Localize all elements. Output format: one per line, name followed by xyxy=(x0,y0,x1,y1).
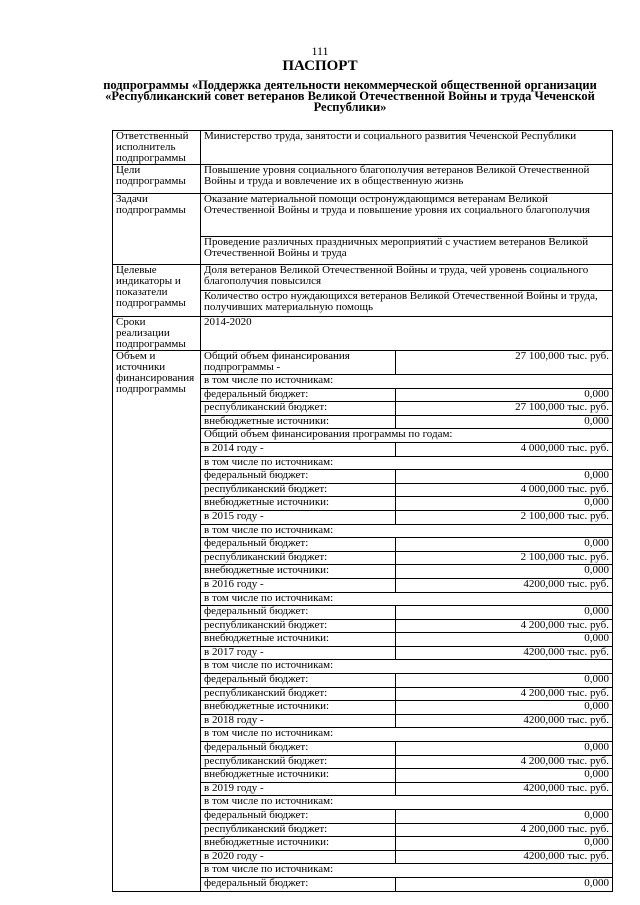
financing-value: 4200,000 тыс. руб. xyxy=(396,850,613,864)
financing-label: федеральный бюджет: xyxy=(201,742,396,756)
label-cell: Сроки реализации подпрограммы xyxy=(113,317,201,351)
row-indicators xyxy=(113,265,613,291)
row-financing-total xyxy=(113,351,613,375)
financing-label: федеральный бюджет: xyxy=(201,470,396,484)
financing-value: 0,000 xyxy=(396,701,613,715)
financing-value: 4 200,000 тыс. руб. xyxy=(396,687,613,701)
financing-label: республиканский бюджет: xyxy=(201,823,396,837)
financing-value: 2 100,000 тыс. руб. xyxy=(396,551,613,565)
financing-value: 0,000 xyxy=(396,837,613,851)
financing-value: 4 000,000 тыс. руб. xyxy=(396,442,613,456)
financing-label: республиканский бюджет: xyxy=(201,619,396,633)
label-cell: Объем и источники финансирования подпрограммы xyxy=(113,351,201,892)
financing-label: в 2014 году - xyxy=(201,442,396,456)
row-goals xyxy=(113,165,613,194)
financing-label: в 2016 году - xyxy=(201,578,396,592)
row-terms xyxy=(113,317,613,351)
financing-label: в 2018 году - xyxy=(201,714,396,728)
financing-label: внебюджетные источники: xyxy=(201,565,396,579)
financing-label: федеральный бюджет: xyxy=(201,810,396,824)
label-cell: Целевые индикаторы и показатели подпрограммы xyxy=(113,265,201,317)
financing-label: в том числе по источникам: xyxy=(201,864,613,878)
financing-value: 0,000 xyxy=(396,742,613,756)
value-cell: Повышение уровня социального благополучия ветеранов Великой Отечественной Войны и труда и вовлечение их в общественную жизнь xyxy=(201,165,613,194)
financing-value: 0,000 xyxy=(396,415,613,429)
financing-label: в том числе по источникам: xyxy=(201,456,613,470)
financing-value: 4200,000 тыс. руб. xyxy=(396,714,613,728)
row-tasks xyxy=(113,194,613,237)
financing-label: в том числе по источникам: xyxy=(201,375,613,389)
financing-label: внебюджетные источники: xyxy=(201,769,396,783)
financing-value: 4 000,000 тыс. руб. xyxy=(396,483,613,497)
financing-label: в 2020 году - xyxy=(201,850,396,864)
document-title: ПАСПОРТ xyxy=(282,58,358,74)
total-value: 27 100,000 тыс. руб. xyxy=(396,351,613,375)
financing-label: республиканский бюджет: xyxy=(201,687,396,701)
financing-label: внебюджетные источники: xyxy=(201,633,396,647)
financing-label: внебюджетные источники: xyxy=(201,415,396,429)
value-cell: Доля ветеранов Великой Отечественной Войны и труда, чей уровень социального благополучия повысился xyxy=(201,265,613,291)
financing-value: 0,000 xyxy=(396,769,613,783)
financing-value: 4200,000 тыс. руб. xyxy=(396,782,613,796)
financing-value: 0,000 xyxy=(396,388,613,402)
financing-value: 0,000 xyxy=(396,674,613,688)
financing-value: 0,000 xyxy=(396,538,613,552)
financing-label: республиканский бюджет: xyxy=(201,402,396,416)
label-cell: Задачи подпрограммы xyxy=(113,194,201,265)
financing-label: в том числе по источникам: xyxy=(201,524,613,538)
passport-table xyxy=(112,130,613,892)
value-cell: Количество остро нуждающихся ветеранов Великой Отечественной Войны и труда, получивших материальную помощь xyxy=(201,291,613,317)
financing-value: 4 200,000 тыс. руб. xyxy=(396,619,613,633)
financing-value: 4 200,000 тыс. руб. xyxy=(396,823,613,837)
financing-value: 4200,000 тыс. руб. xyxy=(396,646,613,660)
financing-label: федеральный бюджет: xyxy=(201,877,396,891)
financing-label: в том числе по источникам: xyxy=(201,592,613,606)
financing-value: 0,000 xyxy=(396,606,613,620)
financing-label: федеральный бюджет: xyxy=(201,606,396,620)
financing-label: в 2015 году - xyxy=(201,510,396,524)
value-cell: Оказание материальной помощи остронуждающимся ветеранам Великой Отечественной Войны и труда и повышение уровня их социального благополучия xyxy=(201,194,613,237)
financing-label: в 2017 году - xyxy=(201,646,396,660)
financing-value: 0,000 xyxy=(396,877,613,891)
page-number: 111 xyxy=(311,44,329,58)
financing-value: 0,000 xyxy=(396,810,613,824)
financing-label: федеральный бюджет: xyxy=(201,538,396,552)
value-cell: Проведение различных праздничных мероприятий с участием ветеранов Великой Отечественной Войны и труда xyxy=(201,237,613,265)
value-cell: 2014-2020 xyxy=(201,317,613,351)
financing-label: внебюджетные источники: xyxy=(201,497,396,511)
financing-value: 2 100,000 тыс. руб. xyxy=(396,510,613,524)
financing-label: внебюджетные источники: xyxy=(201,837,396,851)
financing-value: 4200,000 тыс. руб. xyxy=(396,578,613,592)
value-cell: Министерство труда, занятости и социального развития Чеченской Республики xyxy=(201,131,613,165)
financing-label: республиканский бюджет: xyxy=(201,483,396,497)
financing-value: 27 100,000 тыс. руб. xyxy=(396,402,613,416)
financing-label: в том числе по источникам: xyxy=(201,660,613,674)
financing-label: федеральный бюджет: xyxy=(201,388,396,402)
financing-label: в том числе по источникам: xyxy=(201,796,613,810)
financing-label: республиканский бюджет: xyxy=(201,755,396,769)
financing-label: в 2019 году - xyxy=(201,782,396,796)
financing-label: республиканский бюджет: xyxy=(201,551,396,565)
financing-label: внебюджетные источники: xyxy=(201,701,396,715)
row-responsible xyxy=(113,131,613,165)
financing-value: 0,000 xyxy=(396,497,613,511)
financing-label: Общий объем финансирования программы по годам: xyxy=(201,429,613,443)
financing-value: 0,000 xyxy=(396,470,613,484)
label-cell: Ответственный исполнитель подпрограммы xyxy=(113,131,201,165)
financing-label: в том числе по источникам: xyxy=(201,728,613,742)
label-cell: Цели подпрограммы xyxy=(113,165,201,194)
financing-value: 4 200,000 тыс. руб. xyxy=(396,755,613,769)
financing-value: 0,000 xyxy=(396,565,613,579)
financing-value: 0,000 xyxy=(396,633,613,647)
total-label: Общий объем финансирования подпрограммы - xyxy=(201,351,396,375)
financing-label: федеральный бюджет: xyxy=(201,674,396,688)
document-subtitle: подпрограммы «Поддержка деятельности некоммерческой общественной организации «Республиканский совет ветеранов Великой Отечественной Войны и труда Чеченской Республики» xyxy=(103,78,597,114)
